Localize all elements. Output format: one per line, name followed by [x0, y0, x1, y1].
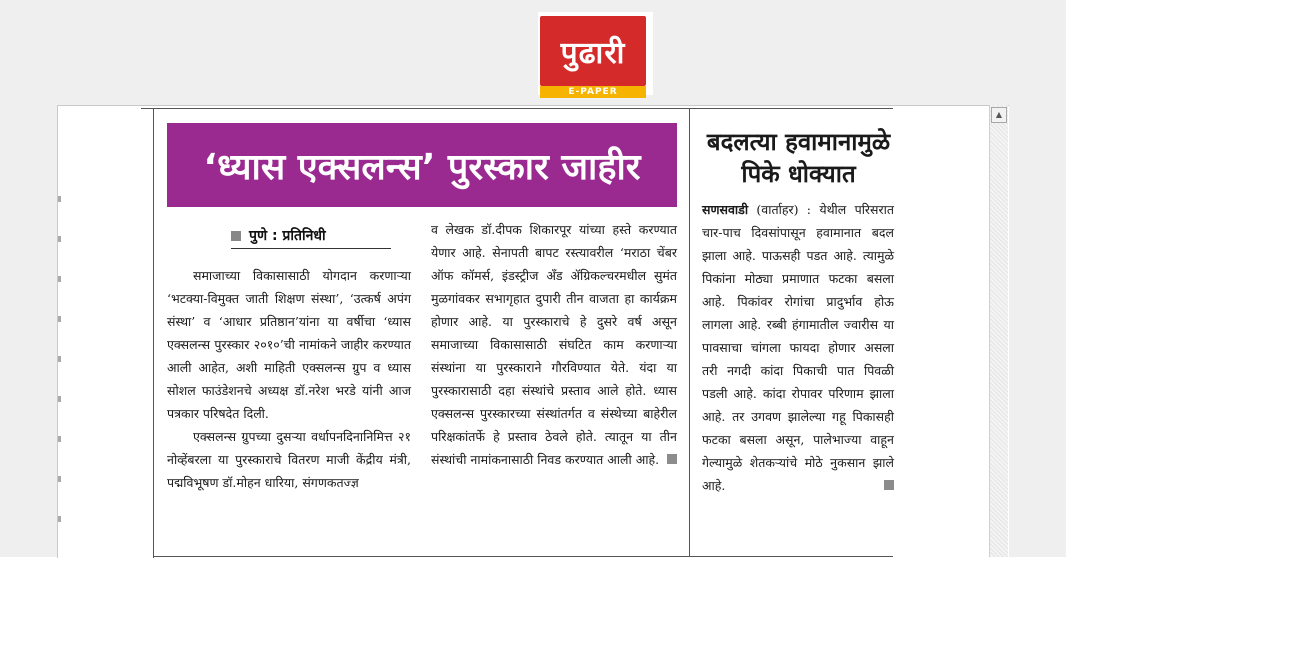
- end-mark-icon: [667, 454, 677, 464]
- scroll-up-arrow-icon[interactable]: ▲: [991, 107, 1007, 123]
- logo-mark: [540, 16, 646, 86]
- article-1-byline: [231, 226, 391, 249]
- column-divider: [689, 108, 690, 556]
- bullet-icon: [231, 231, 241, 241]
- article-1-paragraph-1: समाजाच्या विकासासाठी योगदान करणाऱ्या ‘भटक्या-विमुक्त जाती शिक्षण संस्था’, ‘उत्कर्ष अपंग संस्था’ व ‘आधार प्रतिष्ठान’यांना या वर्षीचा ‘ध्यास एक्सलन्स पुरस्कार २०१०’ची नामांकने जाहीर करण्यात आली आहेत, अशी माहिती एक्सलन्स ग्रुप व ध्यास सोशल फाउंडेशनचे अध्यक्ष डॉ.नरेश भरडे यांनी आज पत्रकार परिषदेत दिली.: [167, 268, 411, 421]
- site-logo[interactable]: [538, 12, 653, 95]
- article-2-paragraph: [702, 198, 894, 497]
- top-rule: [141, 108, 893, 109]
- article-1-column-2-text: [431, 218, 677, 471]
- article-1-paragraph-3: व लेखक डॉ.दीपक शिकारपूर यांच्या हस्ते करण्यात येणार आहे. सेनापती बापट रस्त्यावरील ‘मराठा चेंबर ऑफ कॉमर्स, इंडस्ट्रीज अँड ॲग्रिकल्चरमधील सुमंत मुळगांवकर सभागृहात दुपारी तीन वाजता हा कार्यक्रम होणार आहे. या पुरस्काराचे हे दुसरे वर्ष असून समाजाच्या विकासासाठी संघटित काम करणाऱ्या संस्थांना या पुरस्काराने गौरविण्यात येते. यंदा या पुरस्कारासाठी दहा संस्थांचे प्रस्ताव आले होते. ध्यास एक्सलन्स पुरस्कारच्या संस्थांतर्गत व संस्थेच्या बाहेरील परिक्षकांतर्फे हे प्रस्ताव ठेवले होते. त्यातून या तीन संस्थांची नामांकनासाठी निवड करण्यात आली आहे.: [431, 222, 677, 467]
- article-1-column-2: [431, 218, 677, 471]
- epaper-viewer[interactable]: [57, 105, 1009, 558]
- article-2-source: (वार्ताहर) :: [756, 202, 811, 217]
- left-rule: [153, 108, 154, 558]
- news-clipping: [141, 108, 893, 558]
- logo-name: पुढारी: [560, 35, 626, 71]
- article-1-paragraph-2: एक्सलन्स ग्रुपच्या दुसऱ्या वर्धापनदिनानिमित्त २१ नोव्हेंबरला या पुरस्काराचे वितरण माजी केंद्रीय मंत्री, पद्मविभूषण डॉ.मोहन धारिया, संगणकतज्ज्ञ: [167, 429, 411, 490]
- logo-tag: E-PAPER: [540, 86, 646, 98]
- byline-text: पुणे : प्रतिनिधी: [249, 228, 326, 244]
- article-2-body: येथील परिसरात चार-पाच दिवसांपासून हवामानात बदल झाला आहे. पाऊसही पडत आहे. त्यामुळे पिकांना मोठ्या प्रमाणात फटका बसला आहे. पिकांवर रोगांचा प्रादुर्भाव होऊ लागला आहे. रब्बी हंगामातील ज्वारीस या पावसाचा चांगला फायदा होणार असला तरी नगदी कांदा पिकाची पात पिवळी पडली आहे. कांदा रोपावर परिणाम झाला आहे. तर उगवण झालेल्या गहू पिकासही फटका बसला असून, पालेभाज्या वाहून गेल्यामुळे शेतकऱ्यांचे मोठे नुकसान झाले आहे.: [702, 202, 894, 493]
- bottom-rule: [153, 556, 893, 557]
- article-1-column-1: [167, 264, 411, 494]
- article-2-place: सणसवाडी: [702, 202, 749, 217]
- page-edge-marks: [58, 196, 61, 536]
- article-2-headline: बदलत्या हवामानामुळे पिके धोक्यात: [706, 128, 891, 188]
- end-mark-icon: [884, 480, 894, 490]
- article-1-headline: ‘ध्यास एक्सलन्स’ पुरस्कार जाहीर: [167, 123, 677, 207]
- vertical-scrollbar[interactable]: [989, 105, 1008, 557]
- article-2-column: [702, 198, 894, 497]
